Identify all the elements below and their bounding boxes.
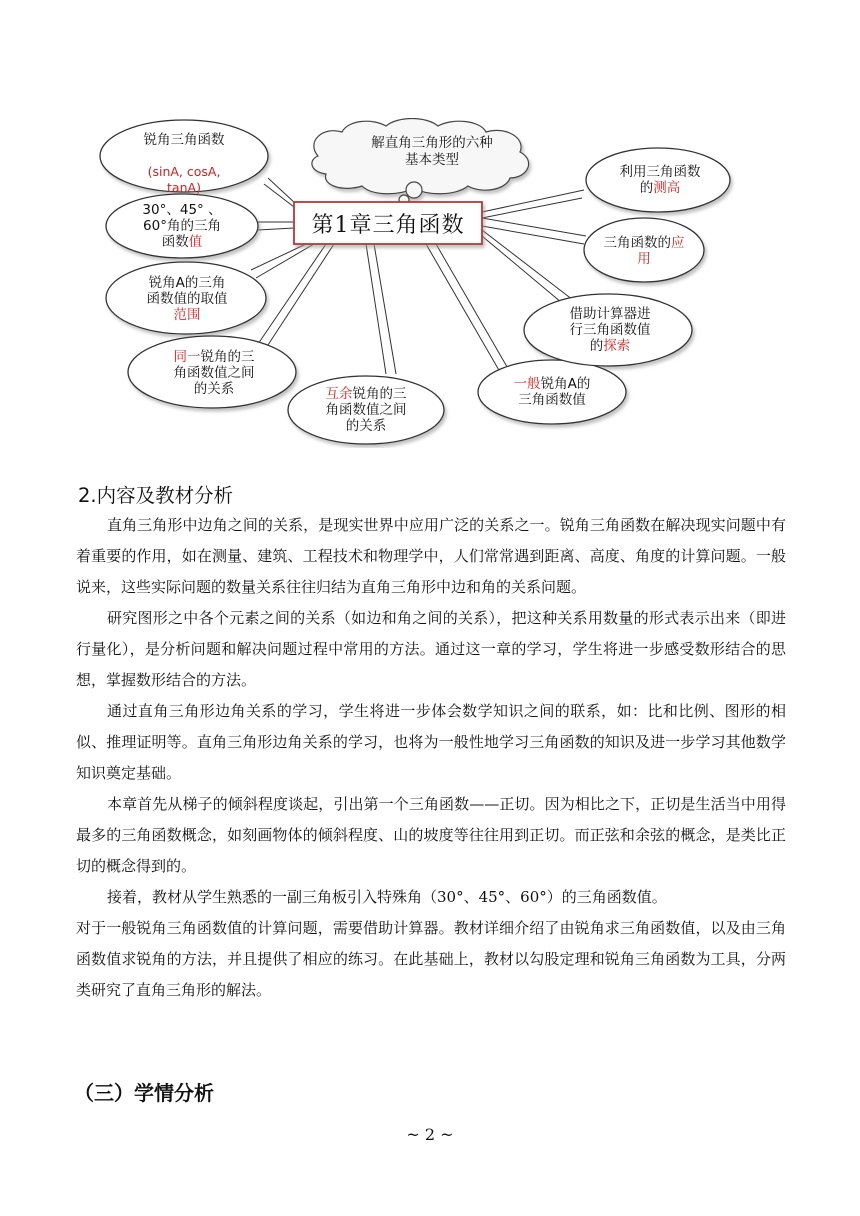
node-value-range	[112, 266, 262, 332]
mind-map-center-title: 第1章三角函数	[311, 212, 465, 238]
node-complementary	[292, 378, 440, 442]
node-measure-height-highlight: 测高	[653, 180, 681, 196]
node-acute-functions-label: 锐角三角函数	[143, 132, 225, 148]
node-calculator-label: 借助计算器进 行三角函数值 的	[569, 306, 651, 354]
subsection-heading: （三）学情分析	[74, 1081, 214, 1105]
node-application-highlight: 应 用	[637, 235, 685, 267]
paragraph: 本章首先从梯子的倾斜程度谈起，引出第一个三角函数——正切。因为相比之下，正切是生活当中用得最多的三角函数概念，如刻画物体的倾斜程度、山的坡度等往往用到正切。而正弦和余弦的概念，是类比正切的概念得到的。	[76, 795, 786, 875]
node-calculator-highlight: 探索	[603, 338, 631, 354]
mind-map	[96, 118, 768, 448]
node-complementary-highlight: 互余	[325, 386, 353, 402]
node-measure-height-label: 利用三角函数 的	[619, 164, 701, 196]
paragraph: 接着，教材从学生熟悉的一副三角板引入特殊角（30°、45°、60°）的三角函数值。	[107, 888, 667, 906]
node-special-angles-label: 30°、45° 、 60°角的三角 函数	[142, 202, 222, 250]
section-body	[76, 510, 786, 1006]
node-value-range-highlight: 范围	[173, 307, 201, 323]
node-application-label: 三角函数的	[603, 235, 671, 251]
node-acute-functions-sub: (sinA, cosA, tanA)	[147, 164, 221, 195]
paragraph: 对于一般锐角三角函数值的计算问题，需要借助计算器。教材详细介绍了由锐角求三角函数值，以及由三角函数值求锐角的方法，并且提供了相应的练习。在此基础上，教材以勾股定理和锐角三角函数为工具，分两类研究了直角三角形的解法。	[76, 919, 786, 999]
paragraph: 通过直角三角形边角关系的学习，学生将进一步体会数学知识之间的联系，如：比和比例、图形的相似、推理证明等。直角三角形边角关系的学习，也将为一般性地学习三角函数的知识及进一步学习其他数学知识奠定基础。	[76, 702, 786, 782]
node-special-angles	[112, 196, 252, 256]
node-general-angle-highlight: 一般	[513, 376, 541, 392]
node-complementary-label: 锐角的三 角函数值之间 的关系	[325, 386, 407, 434]
node-general-angle	[482, 364, 622, 420]
node-same-angle	[136, 340, 292, 406]
paragraph: 研究图形之中各个元素之间的关系（如边和角之间的关系），把这种关系用数量的形式表示出来（即进行量化），是分析问题和解决问题过程中常用的方法。通过这一章的学习，学生将进一步感受数形结合的思想，掌握数形结合的方法。	[76, 609, 786, 689]
node-special-angles-highlight: 值	[188, 234, 203, 250]
node-general-angle-label: 锐角A的 三角函数值	[518, 376, 591, 408]
node-same-angle-highlight: 同一	[173, 349, 201, 365]
paragraph: 直角三角形中边角之间的关系，是现实世界中应用广泛的关系之一。锐角三角函数在解决现实问题中有着重要的作用，如在测量、建筑、工程技术和物理学中，人们常常遇到距离、高度、角度的计算问题。一般说来，这些实际问题的数量关系往往归结为直角三角形中边和角的关系问题。	[76, 516, 786, 596]
page-number: ~ 2 ~	[406, 1125, 454, 1144]
section-heading: 2.内容及教材分析	[78, 484, 234, 507]
node-application	[588, 226, 700, 276]
node-acute-functions	[106, 122, 262, 195]
node-same-angle-label: 锐角的三 角函数值之间 的关系	[173, 349, 255, 397]
node-calculator	[532, 298, 688, 362]
node-value-range-label: 锐角A的三角 函数值的取值	[146, 275, 228, 307]
cloud-label: 解直角三角形的六种 基本类型	[371, 135, 493, 168]
node-measure-height	[592, 154, 728, 206]
